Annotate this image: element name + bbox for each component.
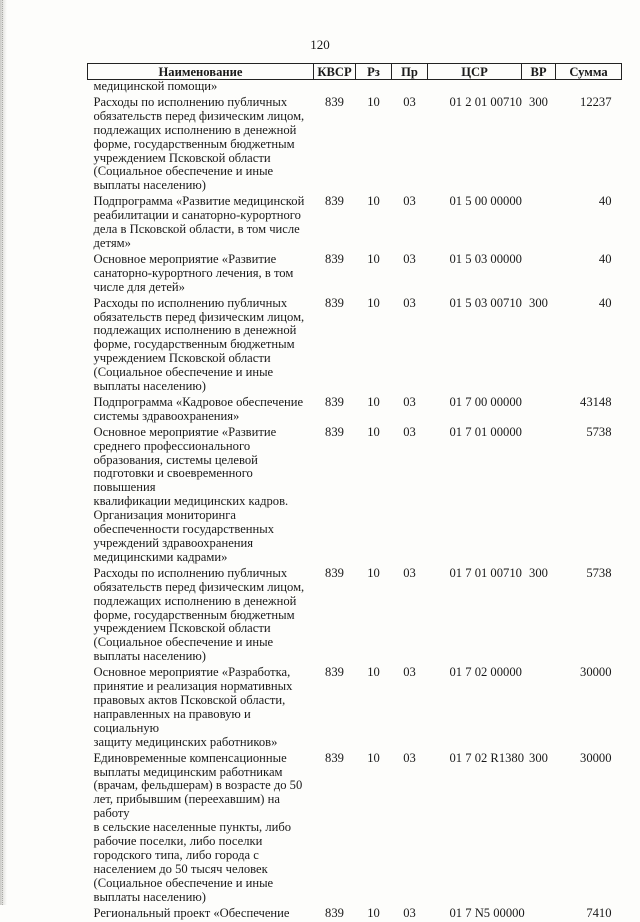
row-name-line: (Социальное обеспечение и иные — [94, 636, 310, 650]
row-pr: 03 — [392, 96, 428, 195]
row-name-line: рабочие поселки, либо поселки — [94, 835, 310, 849]
row-name-line: детям» — [94, 237, 310, 251]
row-csr: 01 7 01 00710 — [428, 567, 522, 666]
row-sum: 40 — [556, 195, 622, 253]
table-row — [88, 907, 622, 922]
row-name-line: подготовки и своевременного повышения — [94, 467, 310, 495]
column-header-pr: Пр — [392, 64, 428, 80]
row-name-line: обеспеченности государственных — [94, 523, 310, 537]
row-name-line: Основное мероприятие «Развитие — [94, 253, 310, 267]
row-vr: 300 — [522, 567, 556, 666]
column-header-csr: ЦСР — [428, 64, 522, 80]
row-name-line: Организация мониторинга — [94, 509, 310, 523]
row-name-line: образования, системы целевой — [94, 454, 310, 468]
row-name — [88, 666, 314, 751]
row-name-line: медицинскими кадрами» — [94, 551, 310, 565]
row-vr — [522, 396, 556, 426]
row-pr: 03 — [392, 253, 428, 297]
row-name-line: квалификации медицинских кадров. — [94, 495, 310, 509]
table-row — [88, 297, 622, 396]
column-header-sum: Сумма — [556, 64, 622, 80]
row-pr: 03 — [392, 426, 428, 567]
row-kvsr: 839 — [314, 297, 356, 396]
row-kvsr: 839 — [314, 195, 356, 253]
row-name-line: учреждением Псковской области — [94, 622, 310, 636]
row-name-line: санаторно-курортного лечения, в том — [94, 267, 310, 281]
table-row — [88, 567, 622, 666]
row-name-line: учреждений здравоохранения — [94, 537, 310, 551]
row-sum: 40 — [556, 297, 622, 396]
row-kvsr: 839 — [314, 396, 356, 426]
row-name — [88, 96, 314, 195]
row-name-line: форме, государственным бюджетным — [94, 609, 310, 623]
row-kvsr: 839 — [314, 752, 356, 907]
row-csr: 01 5 03 00710 — [428, 297, 522, 396]
row-name-line: дела в Псковской области, в том числе — [94, 223, 310, 237]
row-name-line: направленных на правовую и социальную — [94, 708, 310, 736]
row-kvsr — [314, 80, 356, 96]
column-header-name: Наименование — [88, 64, 314, 80]
table-row — [88, 426, 622, 567]
row-pr — [392, 80, 428, 96]
row-kvsr: 839 — [314, 96, 356, 195]
row-name — [88, 297, 314, 396]
row-name-line: обязательств перед физическим лицом, — [94, 581, 310, 595]
row-name — [88, 752, 314, 907]
row-name-line: учреждением Псковской области — [94, 152, 310, 166]
row-rz: 10 — [356, 297, 392, 396]
row-name-line: Подпрограмма «Развитие медицинской — [94, 195, 310, 209]
row-rz: 10 — [356, 567, 392, 666]
row-name-line: Подпрограмма «Кадровое обеспечение — [94, 396, 310, 410]
row-csr: 01 7 02 00000 — [428, 666, 522, 751]
table-row — [88, 666, 622, 751]
row-pr: 03 — [392, 297, 428, 396]
row-name — [88, 396, 314, 426]
row-name-line: городского типа, либо города с — [94, 849, 310, 863]
row-name-line: правовых актов Псковской области, — [94, 694, 310, 708]
row-name-line: Расходы по исполнению публичных — [94, 567, 310, 581]
row-rz: 10 — [356, 666, 392, 751]
row-kvsr: 839 — [314, 253, 356, 297]
row-name-line: в сельские населенные пункты, либо — [94, 821, 310, 835]
row-sum: 5738 — [556, 426, 622, 567]
row-name-line: (врачам, фельдшерам) в возрасте до 50 — [94, 779, 310, 793]
row-rz: 10 — [356, 907, 392, 922]
row-sum — [556, 80, 622, 96]
table-row — [88, 396, 622, 426]
row-rz: 10 — [356, 426, 392, 567]
row-kvsr: 839 — [314, 666, 356, 751]
row-name-line: системы здравоохранения» — [94, 410, 310, 424]
row-name — [88, 253, 314, 297]
row-name-line: реабилитации и санаторно-курортного — [94, 209, 310, 223]
row-csr: 01 2 01 00710 — [428, 96, 522, 195]
row-name-line: выплаты населению) — [94, 380, 310, 394]
row-pr: 03 — [392, 666, 428, 751]
row-name-line: принятие и реализация нормативных — [94, 680, 310, 694]
row-sum: 12237 — [556, 96, 622, 195]
table-row — [88, 253, 622, 297]
row-name-line: учреждением Псковской области — [94, 352, 310, 366]
row-name-line: Расходы по исполнению публичных — [94, 96, 310, 110]
budget-table — [87, 63, 622, 922]
row-name — [88, 567, 314, 666]
row-csr: 01 5 00 00000 — [428, 195, 522, 253]
column-header-kvsr: КВСР — [314, 64, 356, 80]
row-name-line: подлежащих исполнению в денежной — [94, 124, 310, 138]
row-name-line: лет, прибывшим (переехавшим) на работу — [94, 793, 310, 821]
row-name-line: (Социальное обеспечение и иные — [94, 877, 310, 891]
row-rz — [356, 80, 392, 96]
row-name-line: Основное мероприятие «Разработка, — [94, 666, 310, 680]
row-vr — [522, 80, 556, 96]
row-csr: 01 5 03 00000 — [428, 253, 522, 297]
row-pr: 03 — [392, 907, 428, 922]
row-name-line: медицинской помощи» — [94, 80, 310, 94]
row-name-line: выплаты населению) — [94, 891, 310, 905]
row-pr: 03 — [392, 567, 428, 666]
row-name-line: подлежащих исполнению в денежной — [94, 324, 310, 338]
row-pr: 03 — [392, 752, 428, 907]
row-sum: 43148 — [556, 396, 622, 426]
column-header-rz: Рз — [356, 64, 392, 80]
row-name-line: обязательств перед физическим лицом, — [94, 110, 310, 124]
row-rz: 10 — [356, 752, 392, 907]
row-name — [88, 195, 314, 253]
row-vr — [522, 666, 556, 751]
row-vr: 300 — [522, 297, 556, 396]
row-rz: 10 — [356, 396, 392, 426]
row-sum: 5738 — [556, 567, 622, 666]
row-name-line: (Социальное обеспечение и иные — [94, 165, 310, 179]
row-name-line: выплаты медицинским работникам — [94, 766, 310, 780]
row-name — [88, 80, 314, 96]
row-vr — [522, 907, 556, 922]
row-name-line: обязательств перед физическим лицом, — [94, 311, 310, 325]
table-row — [88, 752, 622, 907]
table-header-row — [88, 64, 622, 80]
scan-edge-marks — [2, 0, 5, 905]
row-kvsr: 839 — [314, 426, 356, 567]
row-kvsr: 839 — [314, 907, 356, 922]
row-csr: 01 7 02 R1380 — [428, 752, 522, 907]
row-pr: 03 — [392, 396, 428, 426]
row-name-line: подлежащих исполнению в денежной — [94, 595, 310, 609]
row-csr: 01 7 N5 00000 — [428, 907, 522, 922]
table-row — [88, 96, 622, 195]
row-vr — [522, 253, 556, 297]
row-sum: 7410 — [556, 907, 622, 922]
row-vr: 300 — [522, 96, 556, 195]
row-name-line: числе для детей» — [94, 281, 310, 295]
row-name-line: защиту медицинских работников» — [94, 736, 310, 750]
row-name-line: Единовременные компенсационные — [94, 752, 310, 766]
row-vr — [522, 426, 556, 567]
row-name-line: форме, государственным бюджетным — [94, 138, 310, 152]
row-vr: 300 — [522, 752, 556, 907]
row-csr: 01 7 01 00000 — [428, 426, 522, 567]
table-row — [88, 195, 622, 253]
row-name — [88, 426, 314, 567]
row-rz: 10 — [356, 253, 392, 297]
row-vr — [522, 195, 556, 253]
row-name-line: (Социальное обеспечение и иные — [94, 366, 310, 380]
row-sum: 40 — [556, 253, 622, 297]
row-name-line: Региональный проект «Обеспечение — [94, 907, 310, 921]
row-rz: 10 — [356, 96, 392, 195]
row-name-line: выплаты населению) — [94, 179, 310, 193]
column-header-vr: ВР — [522, 64, 556, 80]
row-rz: 10 — [356, 195, 392, 253]
row-name — [88, 907, 314, 922]
row-name-line: Основное мероприятие «Развитие — [94, 426, 310, 440]
page-number: 120 — [0, 37, 640, 53]
row-sum: 30000 — [556, 666, 622, 751]
table-body — [88, 80, 622, 922]
row-csr: 01 7 00 00000 — [428, 396, 522, 426]
row-sum: 30000 — [556, 752, 622, 907]
row-pr: 03 — [392, 195, 428, 253]
table-row — [88, 80, 622, 96]
row-kvsr: 839 — [314, 567, 356, 666]
row-name-line: среднего профессионального — [94, 440, 310, 454]
row-name-line: форме, государственным бюджетным — [94, 338, 310, 352]
row-name-line: населением до 50 тысяч человек — [94, 863, 310, 877]
row-name-line: выплаты населению) — [94, 650, 310, 664]
row-csr — [428, 80, 522, 96]
row-name-line: Расходы по исполнению публичных — [94, 297, 310, 311]
